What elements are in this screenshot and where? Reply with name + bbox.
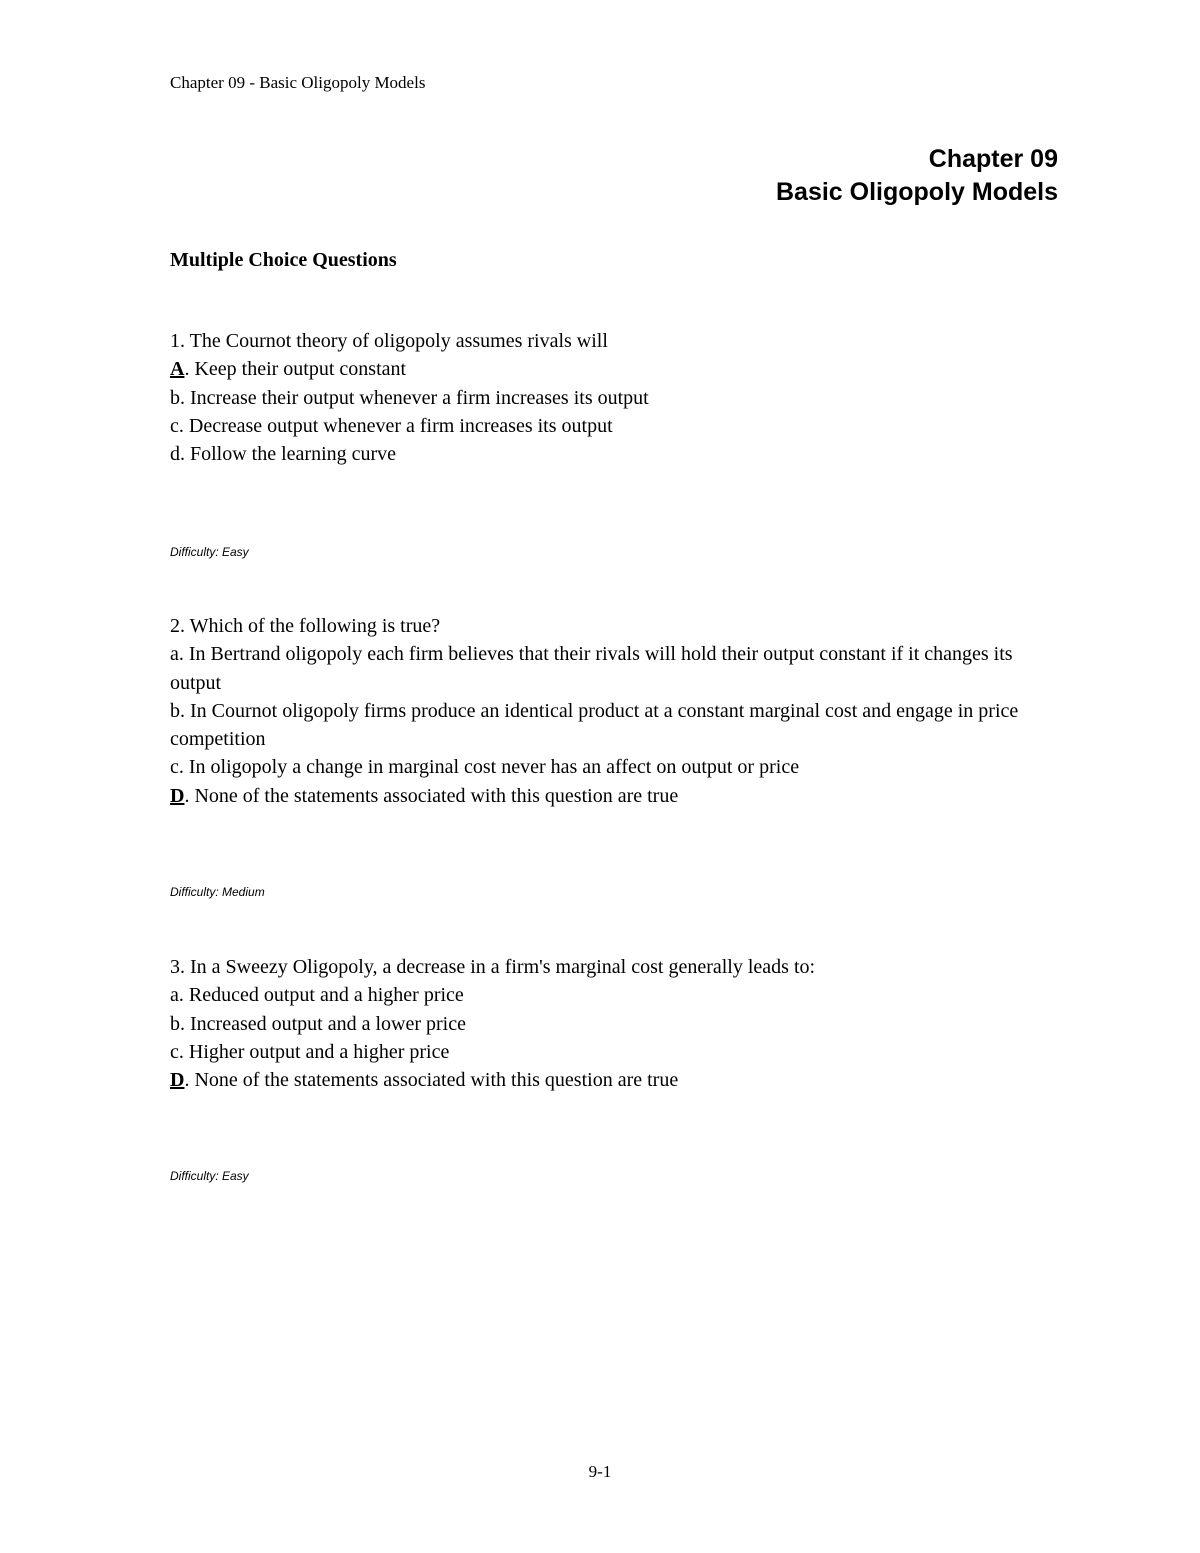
question-3 <box>170 953 1060 1094</box>
option-b: b. Increased output and a lower price <box>170 1012 466 1035</box>
option-a: a. In Bertrand oligopoly each firm believes that their rivals will hold their output constant if it changes its output <box>170 643 1013 694</box>
question-1 <box>170 327 1060 468</box>
option-letter: c <box>170 1040 179 1063</box>
option-c: c. In oligopoly a change in marginal cost never has an affect on output or price <box>170 756 800 779</box>
option-d: d. Follow the learning curve <box>170 443 397 466</box>
option-text: Keep their output constant <box>194 358 407 381</box>
question-stem: 3. In a Sweezy Oligopoly, a decrease in a firm's marginal cost generally leads to: <box>170 956 816 978</box>
option-text: None of the statements associated with this question are true <box>194 784 679 807</box>
question-stem: 2. Which of the following is true? <box>170 615 441 637</box>
option-text: In Bertrand oligopoly each firm believes that their rivals will hold their output constant if it changes its output <box>170 643 1013 694</box>
option-c: c. Higher output and a higher price <box>170 1040 450 1063</box>
chapter-name: Basic Oligopoly Models <box>776 178 1058 206</box>
option-b: b. In Cournot oligopoly firms produce an identical product at a constant marginal cost and engage in price competition <box>170 699 1019 751</box>
option-text: Decrease output whenever a firm increases its output <box>188 414 613 437</box>
option-text: Increased output and a lower price <box>190 1012 466 1035</box>
option-text: In oligopoly a change in marginal cost never has an affect on output or price <box>188 756 800 779</box>
option-text: Follow the learning curve <box>190 443 397 466</box>
running-header: Chapter 09 - Basic Oligopoly Models <box>170 73 426 92</box>
page-number: 9-1 <box>588 1462 612 1481</box>
option-d: D. None of the statements associated with this question are true <box>170 784 679 807</box>
correct-option-letter: D <box>170 1069 185 1092</box>
option-d: D. None of the statements associated with this question are true <box>170 1069 679 1092</box>
option-text: Higher output and a higher price <box>188 1040 450 1063</box>
option-text: In Cournot oligopoly firms produce an identical product at a constant marginal cost and engage in price competition <box>170 699 1019 751</box>
section-heading: Multiple Choice Questions <box>170 249 397 271</box>
option-letter: b <box>170 386 180 409</box>
option-a: A. Keep their output constant <box>170 358 407 381</box>
correct-option-letter: A <box>170 358 185 381</box>
chapter-title <box>776 143 1058 209</box>
option-letter: d <box>170 443 180 466</box>
option-text: None of the statements associated with this question are true <box>194 1069 679 1092</box>
option-c: c. Decrease output whenever a firm increases its output <box>170 414 613 437</box>
option-letter: c <box>170 414 179 437</box>
option-letter: a <box>170 984 179 1007</box>
option-text: Increase their output whenever a firm increases its output <box>190 386 649 409</box>
difficulty-label: Difficulty: Easy <box>170 1169 249 1183</box>
option-letter: c <box>170 756 179 779</box>
option-letter: a <box>170 643 179 666</box>
question-stem: 1. The Cournot theory of oligopoly assumes rivals will <box>170 330 608 352</box>
question-2 <box>170 612 1060 810</box>
option-b: b. Increase their output whenever a firm increases its output <box>170 386 649 409</box>
option-letter: b <box>170 699 180 722</box>
difficulty-label: Difficulty: Medium <box>170 885 265 899</box>
option-letter: b <box>170 1012 180 1035</box>
option-a: a. Reduced output and a higher price <box>170 984 464 1007</box>
difficulty-label: Difficulty: Easy <box>170 545 249 559</box>
correct-option-letter: D <box>170 784 185 807</box>
option-text: Reduced output and a higher price <box>188 984 464 1007</box>
chapter-number: Chapter 09 <box>928 145 1058 173</box>
